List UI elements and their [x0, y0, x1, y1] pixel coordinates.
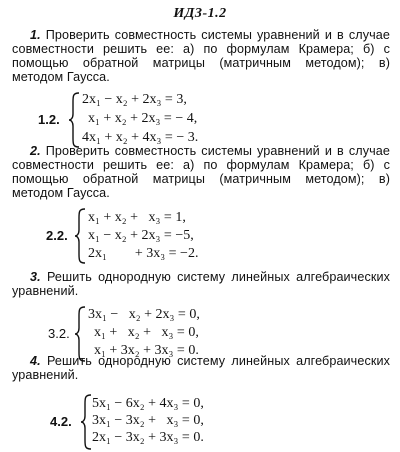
task-3-number: 3. — [30, 270, 41, 284]
equation-4-2-row-3: 2x₁ − 3x₂ + 3x₃ = 0. — [92, 430, 204, 445]
equation-3-2-row-3: x₁ + 3x₂ + 3x₃ = 0. — [94, 343, 199, 358]
left-brace-icon — [68, 92, 80, 148]
equation-2-2-row-3: 2x₁ + 3x₃ = −2. — [88, 246, 199, 261]
task-2-number: 2. — [30, 144, 41, 158]
task-4-text: Решить однородную систему линейных алгебраических уравнений. — [12, 354, 390, 382]
system-4-2 — [50, 394, 290, 450]
task-4-number: 4. — [30, 354, 41, 368]
task-3-statement — [12, 270, 390, 298]
left-brace-icon — [80, 394, 92, 450]
task-1-number: 1. — [30, 28, 41, 42]
system-1-2-label: 1.2. — [38, 112, 60, 127]
equation-3-2-row-2: x₁ + x₂ + x₃ = 0, — [94, 325, 199, 340]
system-3-2-label: 3.2. — [48, 326, 70, 341]
equation-2-2-row-2: x₁ − x₂ + 2x₃ = −5, — [88, 228, 194, 243]
equation-1-2-row-1: 2x₁ − x₂ + 2x₃ = 3, — [82, 92, 187, 107]
left-brace-icon — [74, 208, 86, 264]
equation-3-2-row-1: 3x₁ − x₂ + 2x₃ = 0, — [88, 307, 200, 322]
system-4-2-label: 4.2. — [50, 414, 72, 429]
task-2-text: Проверить совместность системы уравнений и в случае совместности решить ее: а) по формулам Крамера; б) с помощью обратной матрицы (матричным методом); в) методом Гаусса. — [12, 144, 391, 200]
system-1-2 — [38, 92, 278, 148]
task-1-statement — [12, 28, 390, 84]
equation-1-2-row-3: 4x₁ + x₂ + 4x₃ = − 3. — [82, 130, 199, 145]
task-2-statement — [12, 144, 390, 200]
equation-4-2-row-1: 5x₁ − 6x₂ + 4x₃ = 0, — [92, 396, 204, 411]
system-2-2-label: 2.2. — [46, 228, 68, 243]
equation-1-2-row-2: x₁ + x₂ + 2x₃ = − 4, — [88, 111, 198, 126]
equation-2-2-row-1: x₁ + x₂ + x₃ = 1, — [88, 210, 186, 225]
system-2-2 — [46, 208, 286, 264]
task-1-text: Проверить совместность системы уравнений и в случае совместности решить ее: а) по формулам Крамера; б) с помощью обратной матрицы (матричным методом); в) методом Гаусса. — [12, 28, 391, 84]
task-4-statement — [12, 354, 390, 382]
equation-4-2-row-2: 3x₁ − 3x₂ + x₃ = 0, — [92, 413, 204, 428]
task-3-text: Решить однородную систему линейных алгебраических уравнений. — [12, 270, 390, 298]
page-title: ИДЗ-1.2 — [173, 6, 227, 21]
